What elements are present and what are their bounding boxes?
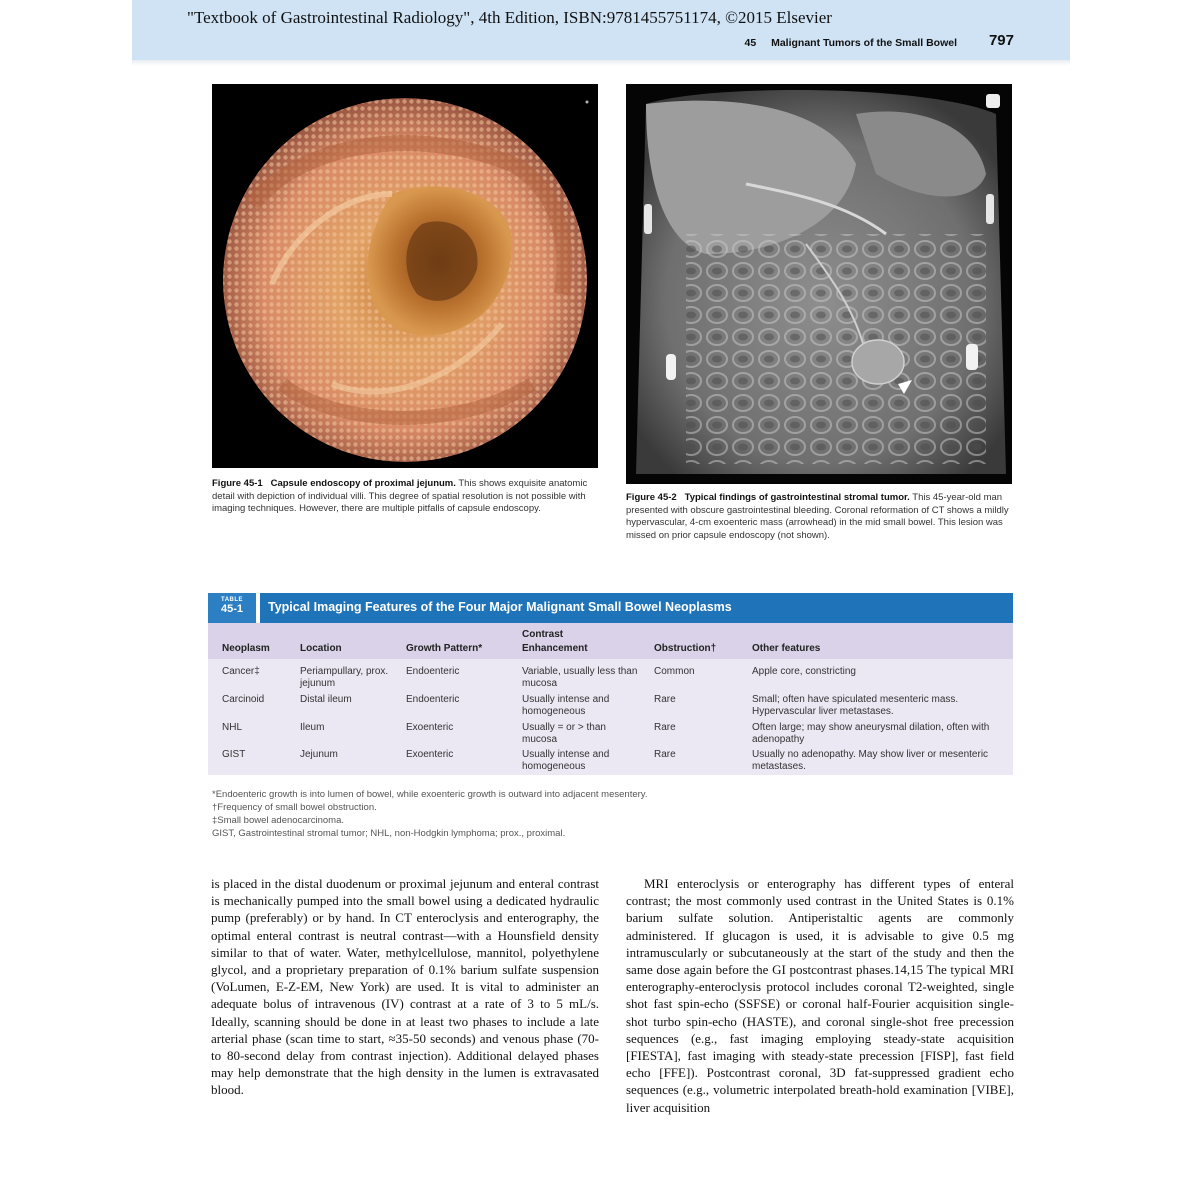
- cell-contrast: Variable, usually less than mucosa: [522, 666, 638, 689]
- cell-location: Ileum: [300, 722, 325, 733]
- table-title: Typical Imaging Features of the Four Major Malignant Small Bowel Neoplasms: [268, 600, 732, 614]
- cell-location: Distal ileum: [300, 694, 352, 705]
- cell-obstruction: Rare: [654, 749, 676, 760]
- cell-contrast: Usually intense and homogeneous: [522, 749, 610, 772]
- figure-label: Figure 45-1: [212, 478, 263, 489]
- cell-neoplasm: GIST: [222, 749, 246, 760]
- col-header-growth: Growth Pattern*: [406, 643, 483, 654]
- table-header-row: [208, 623, 1013, 659]
- cell-neoplasm: NHL: [222, 722, 243, 733]
- figure-text: This shows exquisite anatomic detail with depiction of individual villi. This degree of spatial resolution is not possible with imaging techniques. However, there are multiple pitfalls of capsule endoscopy.: [212, 478, 588, 514]
- cell-location: Periampullary, prox. jejunum: [300, 666, 389, 689]
- book-title: "Textbook of Gastrointestinal Radiology", 4th Edition, ISBN:9781455751174, ©2015 Elsevier: [187, 8, 832, 27]
- figure-45-1-caption: [212, 478, 598, 516]
- capsule-endoscopy-image: [212, 84, 598, 468]
- figure-text: This 45-year-old man presented with obscure gastrointestinal bleeding. Coronal reformation of CT shows a mildly hypervascular, 4-cm exoenteric mass (arrowhead) in the mid small bowel. This lesion was missed on prior capsule endoscopy (not shown).: [626, 492, 1009, 541]
- running-head: [744, 37, 957, 49]
- page-header: [132, 0, 1070, 60]
- chapter-number: 45: [744, 37, 757, 49]
- cell-growth: Endoenteric: [406, 694, 460, 705]
- figure-title: Capsule endoscopy of proximal jejunum.: [270, 478, 456, 489]
- body-text-column-right: MRI enteroclysis or enterography has different types of enteral contrast; the most commonly used contrast in the United States is 0.1% barium sulfate solution. Antiperistaltic agents are commonly administered. If glucagon is used, it is advisable to give 0.5 mg intramuscularly or subcutaneously at the start of the study and then the same dose again before the GI postcontrast phases.14,15 The typical MRI enterography-enteroclysis protocol includes coronal T2-weighted, single shot fast spin-echo (SSFSE) or coronal half-Fourier acquisition single-shot turbo spin-echo (HASTE), and coronal single-shot free precession sequences (e.g., fast imaging employing steady-state acquisition [FIESTA], fast imaging with steady-state precession [FISP], fast field echo [FFE]). Postcontrast coronal, 3D fat-suppressed gradient echo sequences (e.g., volumetric interpolated breath-hold examination [VIBE], liver acquisition: [626, 876, 1014, 1115]
- chapter-title: Malignant Tumors of the Small Bowel: [771, 37, 957, 49]
- col-header-location: Location: [300, 643, 342, 654]
- cell-location: Jejunum: [300, 749, 338, 760]
- header-shadow: [132, 60, 1070, 66]
- cell-obstruction: Common: [654, 666, 695, 677]
- col-header-neoplasm: Neoplasm: [222, 643, 270, 654]
- cell-neoplasm: Carcinoid: [222, 694, 265, 705]
- cell-obstruction: Rare: [654, 722, 676, 733]
- cell-other: Small; often have spiculated mesenteric mass. Hypervascular liver metastases.: [752, 694, 959, 717]
- cell-contrast: Usually = or > than mucosa: [522, 722, 606, 745]
- cell-neoplasm: Cancer‡: [222, 666, 260, 677]
- coronal-ct-image: [626, 84, 1012, 484]
- cell-growth: Exoenteric: [406, 749, 454, 760]
- table-title-bar: [260, 593, 1013, 623]
- col-header-other: Other features: [752, 643, 821, 654]
- ct-illustration: [626, 84, 1012, 484]
- col-header-contrast-1: Contrast: [522, 629, 564, 640]
- cell-other: Usually no adenopathy. May show liver or mesenteric metastases.: [752, 749, 989, 772]
- cell-other: Often large; may show aneurysmal dilation, often with adenopathy: [752, 722, 990, 745]
- table-body: [208, 623, 1013, 775]
- figure-45-2-caption: [626, 492, 1012, 542]
- figure-label: Figure 45-2: [626, 492, 677, 503]
- cell-contrast: Usually intense and homogeneous: [522, 694, 610, 717]
- body-text-column-left: is placed in the distal duodenum or proximal jejunum and enteral contrast is mechanically pumped into the small bowel using a dedicated hydraulic pump (preferably) or by hand. In CT enteroclysis and enterography, the optimal enteral contrast is neutral contrast—with a Hounsfield density similar to that of water. Water, methylcellulose, mannitol, polyethylene glycol, and a proprietary preparation of 0.1% barium sulfate suspension (VoLumen, E-Z-EM, New York) are used. It is vital to administer an adequate bolus of intravenous (IV) contrast at a rate of 3 to 5 mL/s. Ideally, scanning should be done in at least two phases to include a late arterial phase (scan time to start, ≈35-50 seconds) and venous phase (70- to 80-second delay from contrast injection). Additional delayed phases may help demonstrate that the high density in the lumen is extravasated blood.: [211, 876, 599, 1098]
- endoscopy-illustration: [212, 84, 598, 468]
- figure-title: Typical findings of gastrointestinal stromal tumor.: [684, 492, 910, 503]
- page-number: 797: [988, 32, 1014, 49]
- table-footnote: †Frequency of small bowel obstruction.: [212, 802, 377, 813]
- cell-obstruction: Rare: [654, 694, 676, 705]
- col-header-contrast-2: Enhancement: [522, 643, 588, 654]
- table-footnote: GIST, Gastrointestinal stromal tumor; NHL, non-Hodgkin lymphoma; prox., proximal.: [212, 828, 566, 839]
- table-footnote: *Endoenteric growth is into lumen of bowel, while exoenteric growth is outward into adjacent mesentery.: [212, 789, 648, 800]
- cell-growth: Exoenteric: [406, 722, 454, 733]
- cell-growth: Endoenteric: [406, 666, 460, 677]
- table-tag: TABLE 45-1: [208, 593, 256, 623]
- cell-other: Apple core, constricting: [752, 666, 856, 677]
- table-footnote: ‡Small bowel adenocarcinoma.: [212, 815, 345, 826]
- col-header-obstruction: Obstruction†: [654, 643, 717, 654]
